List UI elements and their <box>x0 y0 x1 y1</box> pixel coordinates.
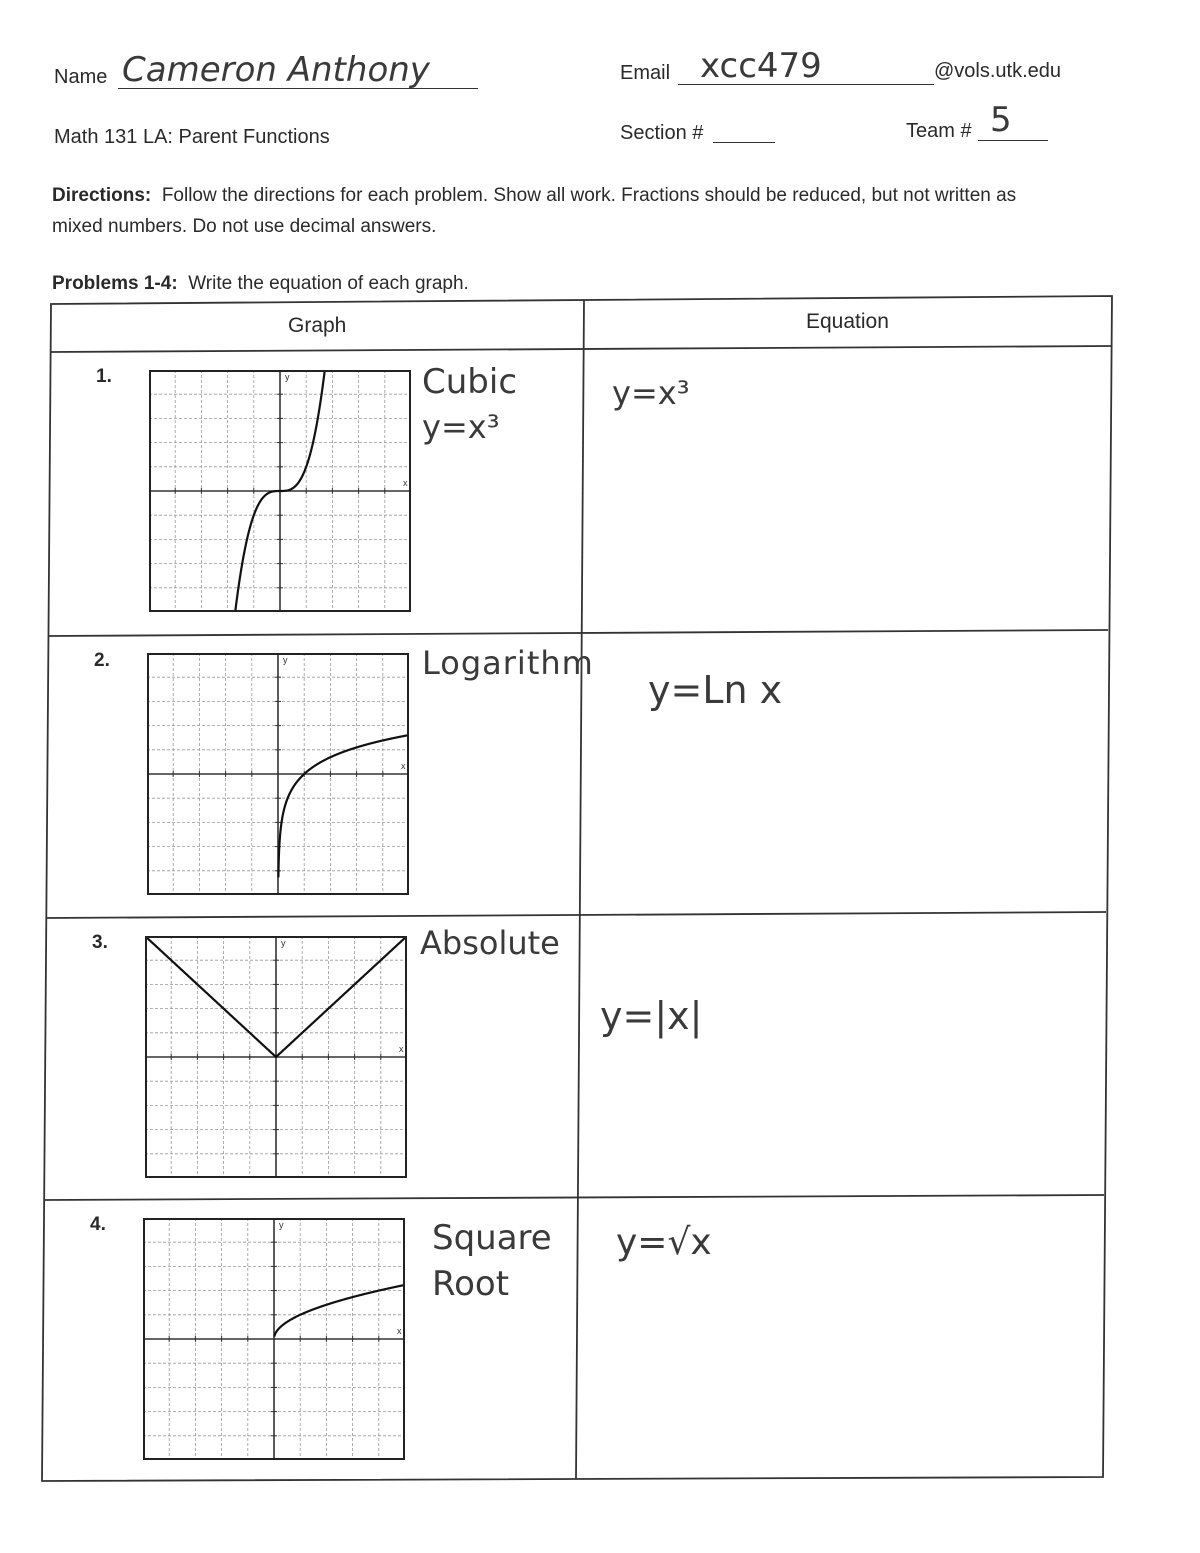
problem-number: 2. <box>94 650 110 671</box>
directions-text: Follow the directions for each problem. Show all work. Fractions should be reduced, but not written as mixed numbers. Do not use decimal answers. <box>52 185 1017 237</box>
graph-cubic <box>149 370 411 612</box>
equation-column-header: Equation <box>806 310 889 333</box>
section-label: Section # <box>620 122 704 144</box>
team-value[interactable]: 5 <box>990 100 1012 140</box>
problem-number: 4. <box>90 1214 106 1235</box>
y-axis-label: y <box>285 372 290 382</box>
function-curve <box>274 1285 405 1337</box>
x-axis-label: x <box>401 761 406 771</box>
note-line-2: Root <box>432 1264 510 1304</box>
graph-square-root <box>143 1218 405 1460</box>
answer-field[interactable]: y=x³ <box>612 374 690 412</box>
name-value[interactable]: Cameron Anthony <box>122 50 430 90</box>
function-curve <box>278 735 408 877</box>
answer-field[interactable]: y=|x| <box>600 994 703 1038</box>
note-line-1: Cubic <box>422 362 518 402</box>
problem-number: 3. <box>92 932 108 953</box>
email-value[interactable]: xcc479 <box>700 46 822 86</box>
email-domain: @vols.utk.edu <box>934 60 1062 82</box>
answer-field[interactable]: y=Ln x <box>648 668 783 712</box>
graph-absolute <box>145 936 407 1178</box>
problems-label: Problems 1-4: <box>52 273 178 294</box>
x-axis-label: x <box>399 1044 404 1054</box>
directions-label: Directions: <box>52 185 152 206</box>
x-axis-label: x <box>403 478 408 488</box>
team-label: Team # <box>906 120 972 142</box>
note-line-1: Absolute <box>420 924 560 962</box>
graph-column-header: Graph <box>288 314 347 337</box>
answer-field[interactable]: y=√x <box>616 1222 712 1263</box>
name-label: Name <box>54 66 108 88</box>
note-line-1: Logarithm <box>422 644 594 682</box>
y-axis-label: y <box>281 938 286 948</box>
x-axis-label: x <box>397 1326 402 1336</box>
problem-number: 1. <box>96 366 112 387</box>
y-axis-label: y <box>279 1220 284 1230</box>
graph-logarithm <box>147 653 409 895</box>
problems-text: Write the equation of each graph. <box>188 273 469 294</box>
course-title: Math 131 LA: Parent Functions <box>54 126 330 148</box>
note-line-1: Square <box>432 1218 552 1258</box>
note-line-2: y=x³ <box>422 408 500 446</box>
y-axis-label: y <box>283 655 288 665</box>
email-label: Email <box>620 62 671 84</box>
